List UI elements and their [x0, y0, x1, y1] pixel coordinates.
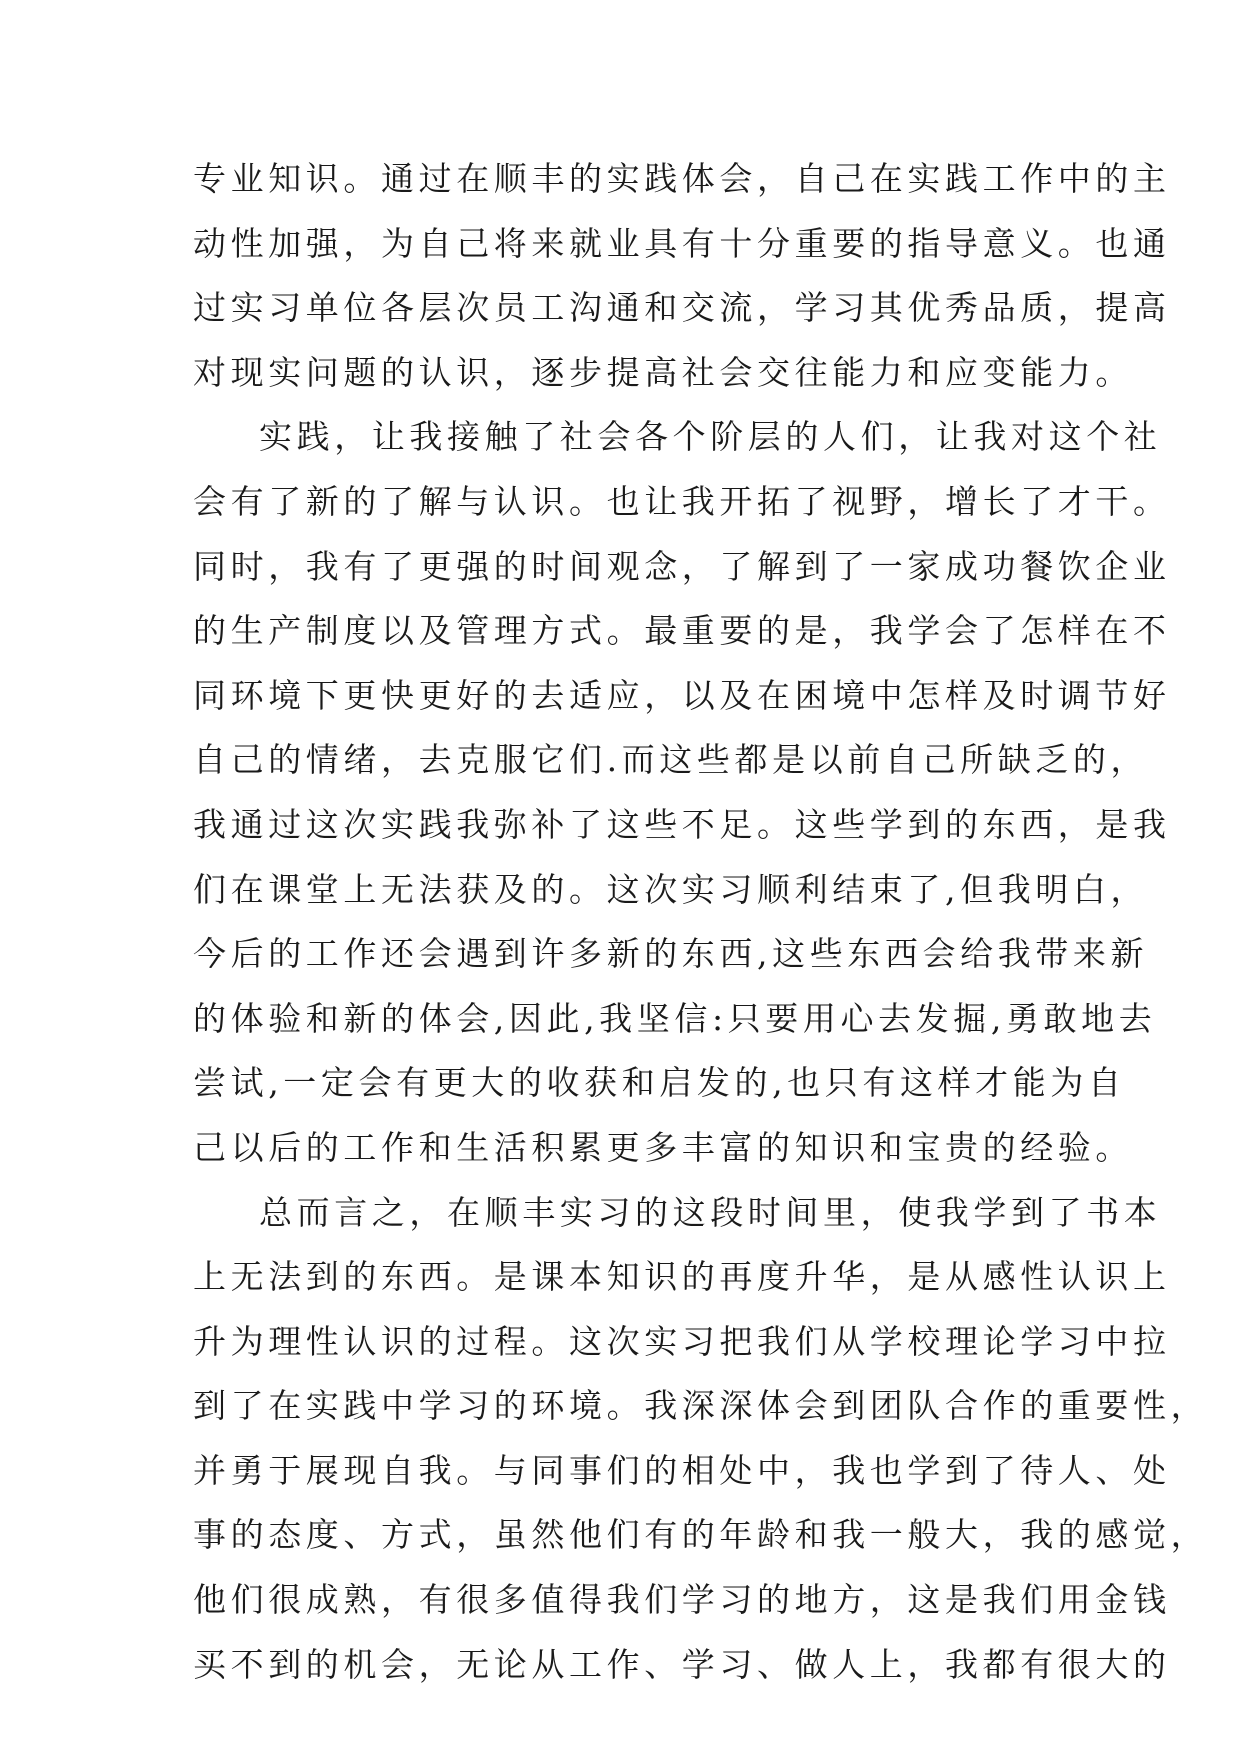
text-line: 事的态度、方式，虽然他们有的年龄和我一般大，我的感觉， [193, 1515, 1209, 1555]
text-line: 今后的工作还会遇到许多新的东西,这些东西会给我带来新 [193, 934, 1149, 974]
text-line: 上无法到的东西。是课本知识的再度升华，是从感性认识上 [193, 1257, 1171, 1297]
text-line: 我通过这次实践我弥补了这些不足。这些学到的东西，是我 [193, 804, 1171, 844]
text-line: 升为理性认识的过程。这次实习把我们从学校理论学习中拉 [193, 1321, 1171, 1361]
text-line: 专业知识。通过在顺丰的实践体会，自己在实践工作中的主 [193, 159, 1171, 198]
text-line: 并勇于展现自我。与同事们的相处中，我也学到了待人、处 [193, 1450, 1171, 1490]
text-line: 自己的情绪，去克服它们.而这些都是以前自己所缺乏的， [193, 740, 1149, 780]
paragraph-first-line: 总而言之，在顺丰实习的这段时间里，使我学到了书本 [259, 1192, 1162, 1232]
text-line: 他们很成熟，有很多值得我们学习的地方，这是我们用金钱 [193, 1580, 1171, 1620]
text-line: 对现实问题的认识，逐步提高社会交往能力和应变能力。 [193, 352, 1133, 392]
text-line: 会有了新的了解与认识。也让我开拓了视野，增长了才干。 [193, 481, 1171, 521]
text-line: 同时，我有了更强的时间观念，了解到了一家成功餐饮企业 [193, 546, 1171, 586]
text-line: 过实习单位各层次员工沟通和交流，学习其优秀品质，提高 [193, 288, 1171, 328]
text-line: 动性加强，为自己将来就业具有十分重要的指导意义。也通 [193, 223, 1171, 263]
text-line: 尝试,一定会有更大的收获和启发的,也只有这样才能为自 [193, 1063, 1126, 1103]
paragraph-first-line: 实践，让我接触了社会各个阶层的人们，让我对这个社 [259, 417, 1162, 457]
text-line: 们在课堂上无法获及的。这次实习顺利结束了,但我明白， [193, 869, 1149, 909]
text-line: 己以后的工作和生活积累更多丰富的知识和宝贵的经验。 [193, 1127, 1133, 1167]
body-text [193, 147, 1209, 1697]
text-line: 的生产制度以及管理方式。最重要的是，我学会了怎样在不 [193, 611, 1171, 651]
text-line: 的体验和新的体会,因此,我坚信:只要用心去发掘,勇敢地去 [193, 998, 1157, 1038]
text-line: 到了在实践中学习的环境。我深深体会到团队合作的重要性， [193, 1386, 1209, 1426]
text-line: 同环境下更快更好的去适应，以及在困境中怎样及时调节好 [193, 675, 1171, 715]
text-line: 买不到的机会，无论从工作、学习、做人上，我都有很大的 [193, 1644, 1171, 1684]
